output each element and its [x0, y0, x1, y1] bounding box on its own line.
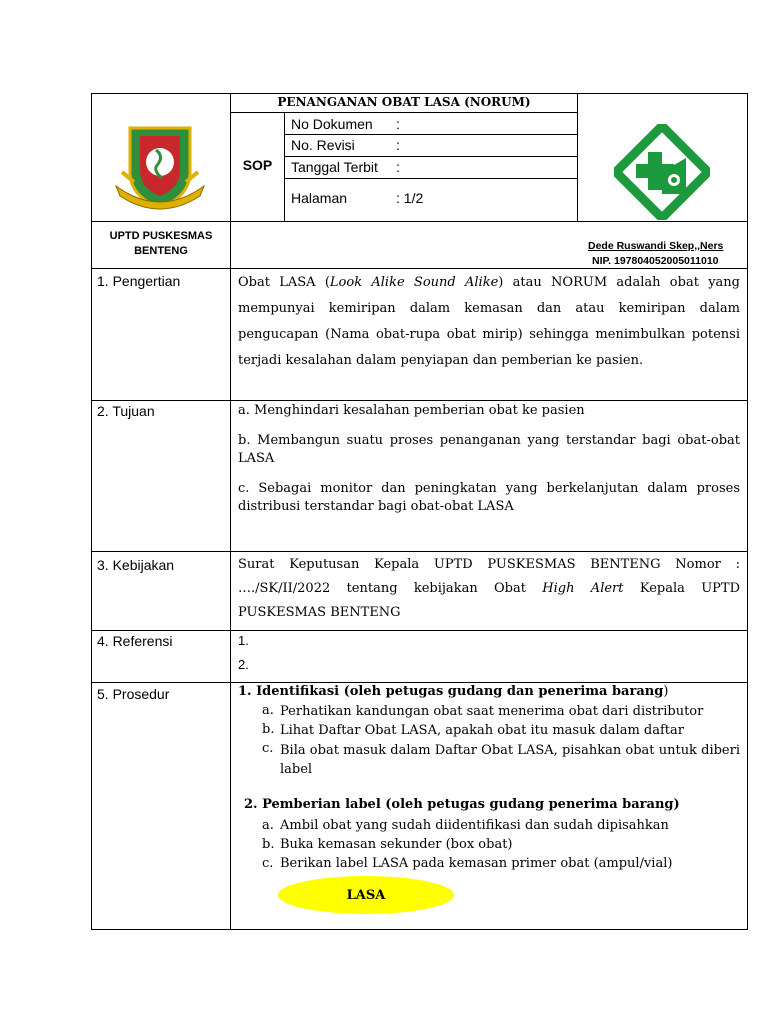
step1-title-paren: ) — [663, 684, 669, 699]
pengertian-text — [238, 270, 740, 374]
tujuan-item-c: c. Sebagai monitor dan peningkatan yang berkelanjutan dalam proses distribusi terstandar bagi obat-obat LASA — [238, 481, 740, 514]
org-name-line2: BENTENG — [134, 245, 188, 257]
kebijakan-part1: Surat Keputusan Kepala UPTD PUSKESMAS BENTENG Nomor : …./SK/II/2022 tentang kebijakan Obat — [238, 557, 740, 596]
section-line-3 — [91, 551, 748, 552]
kebijakan-text — [238, 553, 740, 625]
header-bottom-line — [91, 221, 748, 222]
tujuan-label: 2. Tujuan — [97, 403, 155, 419]
table-border-left — [91, 93, 92, 930]
section-line-1 — [91, 268, 748, 269]
row-line-2 — [284, 156, 578, 157]
step1-item-b: Lihat Daftar Obat LASA, apakah obat itu masuk dalam daftar — [280, 723, 684, 738]
halaman-value: : 1/2 — [396, 190, 424, 206]
pengertian-label: 1. Pengertian — [97, 273, 181, 289]
section-line-5 — [91, 682, 748, 683]
no-revisi-label: No. Revisi — [291, 137, 355, 153]
step2-item-b: Buka kemasan sekunder (box obat) — [280, 837, 513, 852]
prosedur-label: 5. Prosedur — [97, 686, 170, 702]
tanggal-terbit-value: : — [396, 159, 400, 175]
step1-item-a: Perhatikan kandungan obat saat menerima obat dari distributor — [280, 704, 704, 719]
column-divider — [230, 93, 231, 930]
step1-title-text: 1. Identifikasi (oleh petugas gudang dan penerima barang — [238, 684, 664, 699]
kebijakan-label: 3. Kebijakan — [97, 557, 175, 573]
city-emblem-logo — [112, 122, 208, 216]
no-revisi-value: : — [396, 137, 400, 153]
section-line-4 — [91, 630, 748, 631]
step2-title: 2. Pemberian label (oleh petugas gudang penerima barang) — [244, 797, 680, 812]
signatory-nip: NIP. 197804052005011010 — [592, 255, 719, 267]
step1-item-c-marker: c. — [262, 741, 274, 756]
lasa-label-text: LASA — [346, 887, 386, 903]
signatory-name: Dede Ruswandi Skep,,Ners — [588, 240, 724, 252]
step2-item-a-marker: a. — [262, 818, 274, 833]
step1-item-c: Bila obat masuk dalam Daftar Obat LASA, pisahkan obat untuk diberi label — [280, 743, 740, 777]
step2-item-c: Berikan label LASA pada kemasan primer obat (ampul/vial) — [280, 856, 673, 871]
org-name-line1: UPTD PUSKESMAS — [109, 230, 213, 242]
step2-item-a: Ambil obat yang sudah diidentifikasi dan sudah dipisahkan — [280, 818, 669, 833]
step2-item-b-marker: b. — [262, 837, 275, 852]
section-line-2 — [91, 400, 748, 401]
row-line-1 — [284, 134, 578, 135]
tanggal-terbit-label: Tanggal Terbit — [291, 159, 378, 175]
row-line-3 — [284, 178, 578, 179]
pengertian-part3: ) atau NORUM adalah obat yang mempunyai kemiripan dalam kemasan dan atau kemiripan dalam pengucapan (Nama obat-rupa obat mirip) sehingga menimbulkan potensi terjadi kesalahan dalam penyiapan dan pemberian ke pasien. — [238, 275, 740, 368]
table-border-bottom — [91, 929, 748, 930]
referensi-label: 4. Referensi — [97, 633, 173, 649]
sop-divider — [284, 112, 285, 221]
no-dokumen-label: No Dokumen — [291, 116, 373, 132]
table-border-top — [91, 93, 748, 94]
document-title: PENANGANAN OBAT LASA (NORUM) — [277, 95, 531, 109]
halaman-label: Halaman — [291, 190, 348, 206]
step1-item-a-marker: a. — [262, 703, 274, 718]
kebijakan-italic: High Alert — [542, 581, 624, 596]
referensi-item-2: 2. — [238, 657, 249, 672]
kebijakan-part3: Kepala UPTD PUSKESMAS BENTENG — [238, 581, 740, 620]
step1-title — [238, 684, 743, 699]
table-border-right — [747, 93, 748, 930]
step1-item-b-marker: b. — [262, 722, 275, 737]
tujuan-item-b: b. Membangun suatu proses penanganan yang terstandar bagi obat-obat LASA — [238, 433, 740, 466]
referensi-item-1: 1. — [238, 633, 249, 648]
title-row-line — [230, 112, 578, 113]
no-dokumen-value: : — [396, 116, 400, 132]
sop-label: SOP — [242, 157, 273, 173]
tujuan-item-a: a. Menghindari kesalahan pemberian obat ke pasien — [238, 403, 585, 418]
pengertian-italic: Look Alike Sound Alike — [329, 275, 499, 290]
pengertian-part1: Obat LASA ( — [238, 275, 330, 290]
puskesmas-logo-icon — [614, 124, 710, 220]
lasa-label-oval — [278, 876, 454, 914]
step2-item-c-marker: c. — [262, 856, 274, 871]
